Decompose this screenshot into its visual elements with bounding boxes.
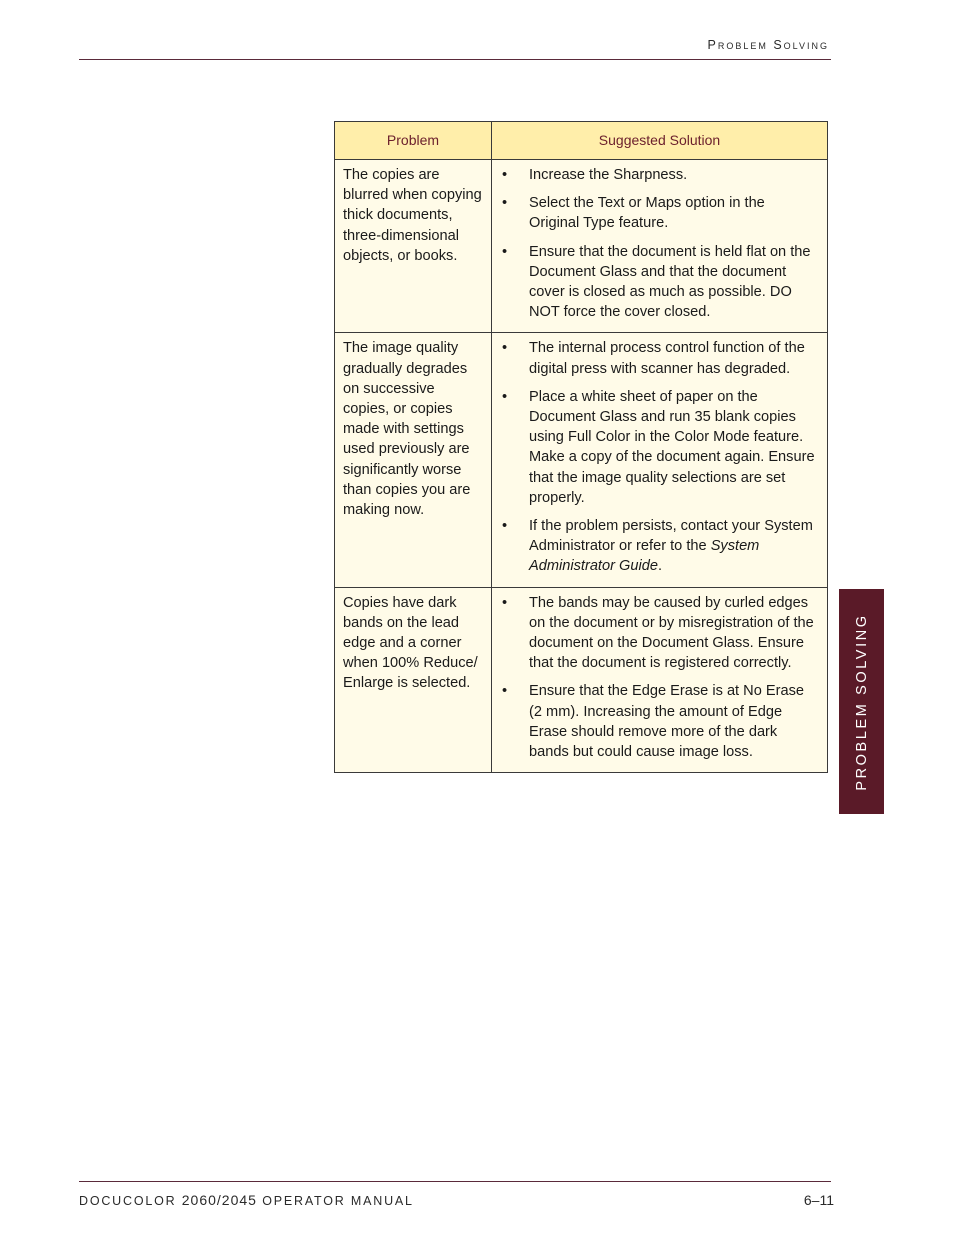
footer-rule xyxy=(79,1181,831,1182)
solution-text: Place a white sheet of paper on the Document Glass and run 35 blank copies using Full Color in the Color Mode feature. Make a copy of the document again. Ensure that the image quality selections are set properly. xyxy=(529,388,815,506)
guide-reference: System Administrator Guide xyxy=(529,538,760,575)
table-header-row xyxy=(335,122,828,160)
solution-cell xyxy=(492,333,828,587)
solution-tail: . xyxy=(657,558,663,575)
solution-cell xyxy=(492,160,828,333)
solution-cell xyxy=(492,587,828,773)
bullet-icon: • xyxy=(502,518,508,535)
table-row xyxy=(335,587,828,773)
solution-list xyxy=(500,338,817,576)
side-tab-label: PROBLEM SOLVING xyxy=(853,612,870,791)
solution-text: Increase the Sharpness. xyxy=(529,167,688,183)
table-row xyxy=(335,333,828,587)
solution-text: Ensure that the Edge Erase is at No Erase (2 mm). Increasing the amount of Edge Erase should remove more of the dark bands but could cause image loss. xyxy=(529,683,805,761)
list-item xyxy=(500,338,817,378)
solution-text: The bands may be caused by curled edges on the document or by misregistration of the document on the Document Glass. Ensure that the document is registered correctly. xyxy=(529,594,814,672)
list-item xyxy=(500,387,817,508)
table-row xyxy=(335,160,828,333)
bullet-icon: • xyxy=(502,388,508,405)
bullet-icon: • xyxy=(502,594,508,611)
list-item xyxy=(500,516,817,577)
list-item xyxy=(500,193,817,233)
list-item xyxy=(500,593,817,674)
problem-solution-table xyxy=(334,121,828,773)
solution-text: If the problem persists, contact your System Administrator or refer to the xyxy=(529,518,813,555)
footer-manual-title xyxy=(79,1192,414,1208)
page-number: 6–11 xyxy=(803,1192,834,1208)
header-rule xyxy=(79,59,831,60)
footer-manual: OPERATOR MANUAL xyxy=(262,1194,414,1208)
section-side-tab xyxy=(839,589,884,814)
solution-text: Select the Text or Maps option in the Original Type feature. xyxy=(529,195,765,232)
bullet-icon: • xyxy=(502,683,508,700)
problem-cell xyxy=(335,333,492,587)
problem-cell xyxy=(335,160,492,333)
list-item xyxy=(500,242,817,323)
solution-text: The internal process control function of the digital press with scanner has degraded. xyxy=(529,340,805,377)
solution-list xyxy=(500,593,817,763)
problem-text: Copies have dark bands on the lead edge and a corner when 100% Reduce/ Enlarge is selected. xyxy=(343,594,478,692)
footer-brand: DOCUCOLOR xyxy=(79,1194,177,1208)
solution-column-header: Suggested Solution xyxy=(492,122,828,160)
running-header: Problem Solving xyxy=(707,38,829,52)
footer-model: 2060/2045 xyxy=(181,1192,257,1208)
bullet-icon: • xyxy=(502,195,508,212)
list-item xyxy=(500,165,817,185)
bullet-icon: • xyxy=(502,167,508,183)
list-item xyxy=(500,681,817,762)
bullet-icon: • xyxy=(502,243,508,260)
problem-column-header: Problem xyxy=(335,122,492,160)
problem-text: The image quality gradually degrades on successive copies, or copies made with settings used previously are significantly worse than copies you are making now. xyxy=(343,340,471,519)
bullet-icon: • xyxy=(502,340,508,357)
solution-text: Ensure that the document is held flat on the Document Glass and that the document cover is closed as much as possible. DO NOT force the cover closed. xyxy=(529,243,811,321)
solution-list xyxy=(500,165,817,322)
problem-text: The copies are blurred when copying thick documents, three-dimensional objects, or books. xyxy=(343,167,482,264)
problem-cell xyxy=(335,587,492,773)
